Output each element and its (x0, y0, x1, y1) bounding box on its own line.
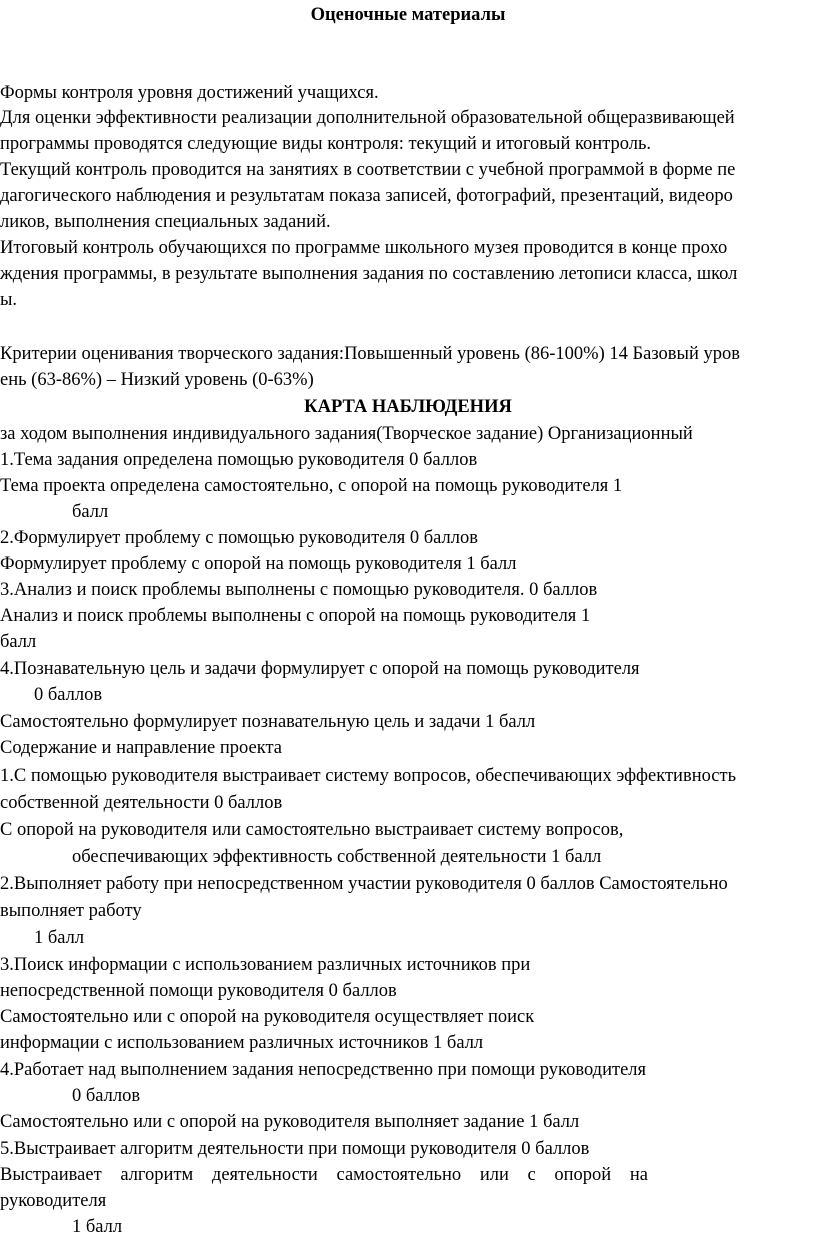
criteria-line: ень (63-86%) – Низкий уровень (0-63%) (0, 370, 314, 390)
map-line: информации с использованием различных источников 1 балл (0, 1033, 484, 1053)
criteria-line: Критерии оценивания творческого задания:Повышенный уровень (86-100%) 14 Базовый уров (0, 344, 740, 364)
map-line: непосредственной помощи руководителя 0 баллов (0, 981, 397, 1001)
map-line: 0 баллов (34, 685, 103, 705)
map-line: 4.Познавательную цель и задачи формулирует с опорой на помощь руководителя (0, 659, 640, 679)
map-line: 1 балл (34, 928, 85, 948)
map-line: 3.Анализ и поиск проблемы выполнены с помощью руководителя. 0 баллов (0, 580, 598, 600)
map-line: С опорой на руководителя или самостоятельно выстраивает систему вопросов, (0, 820, 624, 840)
map-line: 0 баллов (72, 1086, 141, 1106)
map-line: Анализ и поиск проблемы выполнены с опорой на помощь руководителя 1 (0, 606, 591, 626)
intro-line: дагогического наблюдения и результатам показа записей, фотографий, презентаций, видеоро (0, 186, 733, 206)
map-line: 3.Поиск информации с использованием различных источников при (0, 955, 531, 975)
map-line: руководителя (0, 1191, 107, 1211)
intro-line: ы. (0, 290, 18, 310)
intro-line: Итоговый контроль обучающихся по программе школьного музея проводится в конце прохо (0, 238, 728, 258)
map-line: Самостоятельно или с опорой на руководителя осуществляет поиск (0, 1007, 535, 1027)
map-line: балл (72, 502, 109, 522)
intro-line: Формы контроля уровня достижений учащихся. (0, 83, 379, 103)
intro-line: Для оценки эффективности реализации дополнительной образовательной общеразвивающей (0, 108, 735, 128)
map-line: Содержание и направление проекта (0, 738, 282, 758)
map-line: 1.Тема задания определена помощью руководителя 0 баллов (0, 450, 478, 470)
map-line: балл (0, 632, 37, 652)
map-title: КАРТА НАБЛЮДЕНИЯ (304, 397, 512, 417)
map-line: выполняет работу (0, 901, 142, 921)
map-line: Тема проекта определена самостоятельно, с опорой на помощь руководителя 1 (0, 476, 623, 496)
map-line: 4.Работает над выполнением задания непосредственно при помощи руководителя (0, 1060, 647, 1080)
map-line: Выстраивает алгоритм деятельности самостоятельно или с опорой на (0, 1165, 648, 1185)
map-line: 2.Выполняет работу при непосредственном участии руководителя 0 баллов Самостоятельно (0, 874, 728, 894)
intro-line: ликов, выполнения специальных заданий. (0, 212, 331, 232)
map-line: за ходом выполнения индивидуального задания(Творческое задание) Организационный (0, 424, 693, 444)
map-line: обеспечивающих эффективность собственной деятельности 1 балл (72, 847, 602, 867)
map-line: собственной деятельности 0 баллов (0, 793, 283, 813)
map-line: Самостоятельно или с опорой на руководителя выполняет задание 1 балл (0, 1112, 580, 1132)
intro-line: ждения программы, в результате выполнения задания по составлению летописи класса, школ (0, 264, 738, 284)
map-line: 5.Выстраивает алгоритм деятельности при помощи руководителя 0 баллов (0, 1139, 590, 1159)
map-line: Самостоятельно формулирует познавательную цель и задачи 1 балл (0, 712, 536, 732)
map-line: Формулирует проблему с опорой на помощь руководителя 1 балл (0, 554, 517, 574)
map-line: 1.С помощью руководителя выстраивает систему вопросов, обеспечивающих эффективность (0, 766, 737, 786)
intro-line: программы проводятся следующие виды контроля: текущий и итоговый контроль. (0, 134, 652, 154)
map-line: 2.Формулирует проблему с помощью руководителя 0 баллов (0, 528, 478, 548)
page-title: Оценочные материалы (310, 5, 506, 25)
map-line: 1 балл (72, 1217, 123, 1237)
intro-line: Текущий контроль проводится на занятиях в соответствии с учебной программой в форме пе (0, 160, 736, 180)
